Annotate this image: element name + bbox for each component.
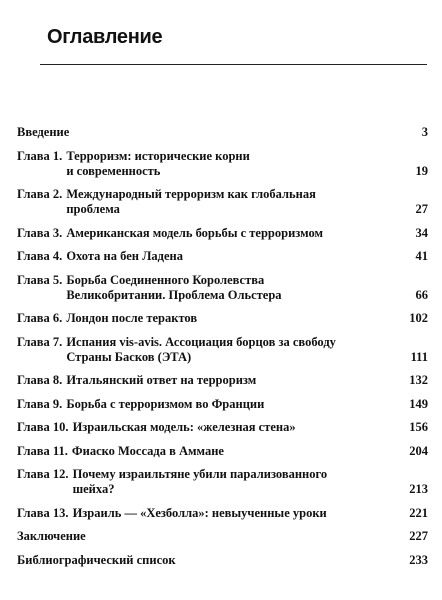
chapter-title-line: Международный терроризм как глобальная [66,187,316,201]
toc-entry[interactable] [17,273,428,303]
page-number: 102 [409,311,428,325]
toc-entry-text [17,335,396,365]
page-number: 213 [409,482,428,496]
chapter-title-line: Лондон после терактов [66,311,198,325]
toc-entry-text [17,373,396,388]
chapter-label: Глава 2. [17,187,63,201]
chapter-label: Глава 9. [17,396,63,411]
toc-entry[interactable] [17,125,428,140]
chapter-label: Глава 4. [17,249,63,263]
toc-entry-text [17,125,396,140]
chapter-title [73,467,396,497]
title-divider [40,64,427,65]
chapter-title [17,125,396,140]
page-number: 41 [415,249,428,263]
chapter-title-line: Борьба Соединенного Королевства [66,272,265,287]
chapter-label: Глава 12. [17,467,69,481]
page-number: 66 [415,287,428,302]
chapter-title-line: Израильская модель: «железная стена» [72,420,296,434]
page-number: 156 [409,420,428,434]
toc-entry[interactable] [17,249,428,264]
page-number: 34 [415,225,428,240]
toc-entry-text [17,397,396,412]
chapter-title-line: Терроризм: исторические корни [66,148,250,163]
toc-entry[interactable] [17,467,428,497]
chapter-title [73,506,396,521]
page-number: 3 [421,125,428,139]
chapter-label: Глава 11. [17,443,68,458]
toc-entry[interactable] [17,187,428,217]
chapter-title-line: Израиль — «Хезболла»: невыученные уроки [72,505,327,520]
page-number: 19 [415,163,428,178]
table-of-contents [17,125,428,576]
toc-entry[interactable] [17,420,428,435]
chapter-title [17,529,396,544]
chapter-title-line: Охота на бен Ладена [66,249,183,263]
toc-entry[interactable] [17,553,428,568]
toc-entry[interactable] [17,149,428,179]
page-number: 227 [409,529,428,543]
page-number: 132 [409,373,428,387]
chapter-title [66,273,396,303]
chapter-title-line: Испания vis-avis. Ассоциация борцов за свободу [66,334,336,349]
toc-entry-text [17,273,396,303]
chapter-label: Глава 5. [17,272,63,287]
chapter-title-line: шейха? [72,482,115,496]
page-number: 204 [409,443,428,458]
toc-entry-text [17,226,396,241]
chapter-title [66,373,396,388]
chapter-title [72,444,396,459]
chapter-label: Глава 6. [17,311,63,325]
chapter-title-line: Страны Басков (ЭТА) [66,349,192,364]
chapter-title-line: Фиаско Моссада в Аммане [71,443,224,458]
page-title: Оглавление [47,26,163,48]
toc-entry-text [17,187,396,217]
chapter-title-line: Заключение [17,529,86,543]
chapter-title [73,420,396,435]
chapter-label: Глава 3. [17,225,63,240]
toc-entry[interactable] [17,226,428,241]
chapter-title-line: Библиографический список [17,552,176,567]
chapter-title [17,553,396,568]
toc-entry[interactable] [17,397,428,412]
chapter-label: Глава 13. [17,505,69,520]
page-number: 111 [410,349,428,364]
chapter-title [66,335,396,365]
toc-entry-text [17,553,396,568]
page-number: 27 [415,202,428,216]
page-number: 233 [409,552,428,567]
toc-entry[interactable] [17,311,428,326]
toc-entry-text [17,149,396,179]
toc-entry-text [17,311,396,326]
chapter-title [66,249,396,264]
page-number: 149 [409,396,428,411]
chapter-title [66,187,396,217]
toc-entry[interactable] [17,444,428,459]
chapter-title [66,311,396,326]
chapter-title [66,397,396,412]
chapter-title-line: и современность [66,163,161,178]
toc-entry[interactable] [17,373,428,388]
chapter-title-line: Борьба с терроризмом во Франции [66,396,265,411]
toc-entry[interactable] [17,506,428,521]
toc-entry-text [17,529,396,544]
toc-entry-text [17,420,396,435]
chapter-title [66,226,396,241]
chapter-title [66,149,396,179]
chapter-label: Глава 8. [17,373,63,387]
toc-entry[interactable] [17,529,428,544]
chapter-title-line: проблема [66,202,120,216]
toc-entry-text [17,249,396,264]
toc-entry-text [17,467,396,497]
page-number: 221 [409,505,428,520]
toc-entry[interactable] [17,335,428,365]
chapter-title-line: Американская модель борьбы с терроризмом [66,225,324,240]
chapter-title-line: Почему израильтяне убили парализованного [72,467,328,481]
chapter-title-line: Итальянский ответ на терроризм [66,373,257,387]
chapter-title-line: Введение [17,125,70,139]
chapter-label: Глава 7. [17,334,63,349]
chapter-label: Глава 10. [17,420,69,434]
toc-entry-text [17,444,396,459]
chapter-label: Глава 1. [17,148,63,163]
toc-entry-text [17,506,396,521]
chapter-title-line: Великобритании. Проблема Ольстера [66,287,282,302]
